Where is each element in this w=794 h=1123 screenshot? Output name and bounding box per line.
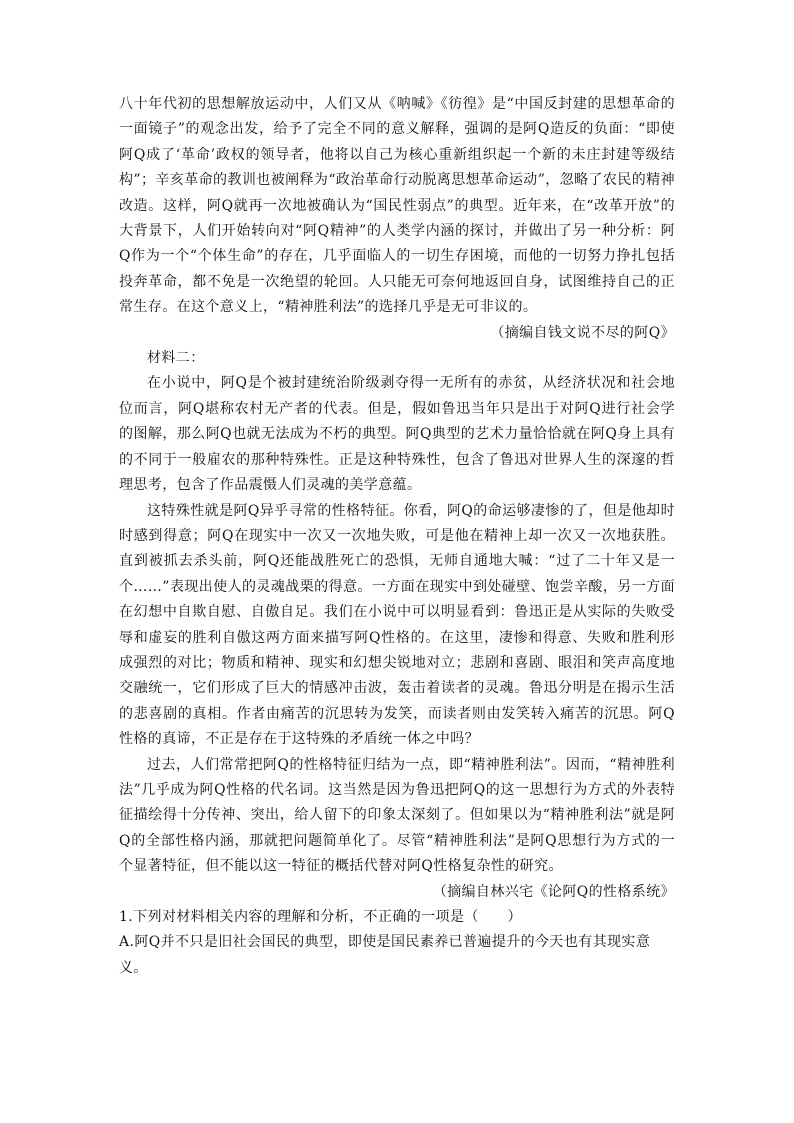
material2-paragraph-2: 这特殊性就是阿Q异乎寻常的性格特征。你看，阿Q的命运够凄惨的了，但是他却时时感到得意；阿Q在现实中一次又一次地失败，可是他在精神上却一次又一次地获胜。直到被抓去杀头前，阿Q还能战胜死亡的恐惧，无师自通地大喊：“过了二十年又是一个……”表现出使人的灵魂战栗的得意。一方面在现实中到处碰壁、饱尝辛酸，另一方面在幻想中自欺自慰、自傲自足。我们在小说中可以明显看到：鲁迅正是从实际的失败受辱和虚妄的胜利自傲这两方面来描写阿Q性格的。在这里，凄惨和得意、失败和胜利形成强烈的对比；物质和精神、现实和幻想尖锐地对立；悲剧和喜剧、眼泪和笑声高度地交融统一，它们形成了巨大的情感冲击波，轰击着读者的灵魂。鲁迅分明是在揭示生活的悲喜剧的真相。作者由痛苦的沉思转为发笑，而读者则由发笑转入痛苦的沉思。阿Q性格的真谛，不正是存在于这特殊的矛盾统一体之中吗？ [119,502,675,748]
material2-heading: 材料二： [147,350,205,367]
material2-paragraph-1: 在小说中，阿Q是个被封建统治阶级剥夺得一无所有的赤贫，从经济状况和社会地位而言，阿Q堪称农村无产者的代表。但是，假如鲁迅当年只是出于对阿Q进行社会学的图解，那么阿Q也就无法成为不朽的典型。阿Q典型的艺术力量恰恰就在阿Q身上具有的不同于一般雇农的那种特殊性。正是这种特殊性，包含了鲁迅对世界人生的深邃的哲理思考，包含了作品震慑人们灵魂的美学意蕴。 [119,375,675,494]
document-page [119,92,675,981]
question-1-option-a: A.阿Q并不只是旧社会国民的典型，即使是国民素养已普遍提升的今天也有其现实意义。 [119,934,651,976]
material1-paragraph: 八十年代初的思想解放运动中，人们又从《呐喊》《彷徨》是“中国反封建的思想革命的一面镜子”的观念出发，给予了完全不同的意义解释，强调的是阿Q造反的负面：“即使阿Q成了‘革命’政权的领导者，他将以自己为核心重新组织起一个新的未庄封建等级结构”；辛亥革命的教训也被阐释为“政治革命行动脱离思想革命运动”，忽略了农民的精神改造。这样，阿Q就再一次地被确认为“国民性弱点”的典型。近年来，在“改革开放”的大背景下，人们开始转向对“阿Q精神”的人类学内涵的探讨，并做出了另一种分析：阿Q作为一个“个体生命”的存在，几乎面临人的一切生存困境，而他的一切努力挣扎包括投奔革命，都不免是一次绝望的轮回。人只能无可奈何地返回自身，试图维持自己的正常生存。在这个意义上，“精神胜利法”的选择几乎是无可非议的。 [119,96,675,316]
source-citation-2: （摘编自林兴宅《论阿Q的性格系统》 [432,883,675,900]
material2-paragraph-3: 过去，人们常常把阿Q的性格特征归结为一点，即“精神胜利法”。因而，“精神胜利法”几乎成为阿Q性格的代名词。这当然是因为鲁迅把阿Q的这一思想行为方式的外表特征描绘得十分传神、突出，给人留下的印象太深刻了。但如果以为“精神胜利法”就是阿Q的全部性格内涵，那就把问题简单化了。尽管“精神胜利法”是阿Q思想行为方式的一个显著特征，但不能以这一特征的概括代替对阿Q性格复杂性的研究。 [119,756,675,875]
source-citation-1: （摘编自钱文说不尽的阿Q》 [490,324,675,341]
question-1: 1.下列对材料相关内容的理解和分析，不正确的一项是（ ） [119,909,522,925]
